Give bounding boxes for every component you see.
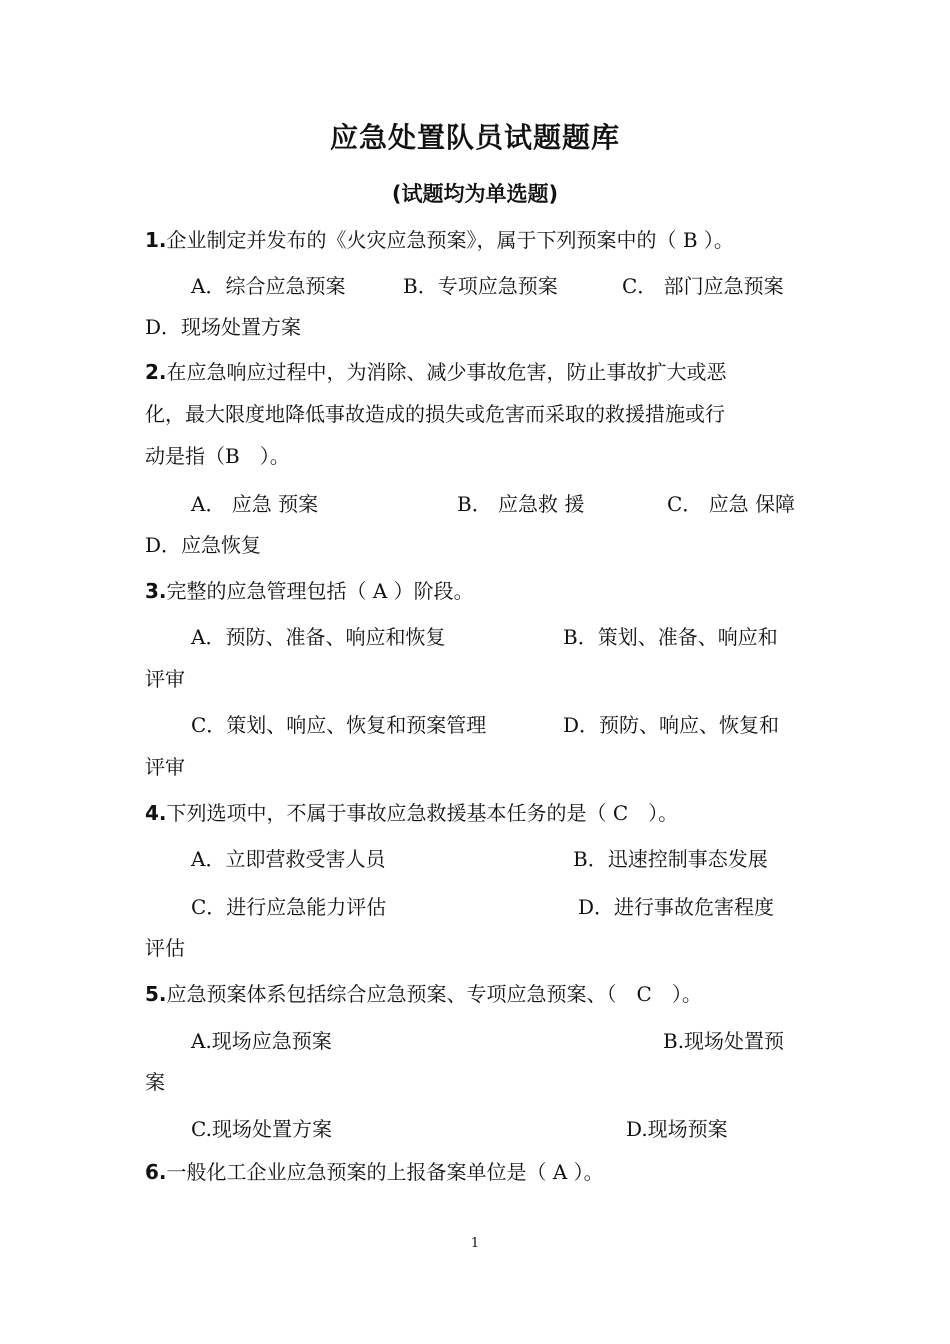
question-number: 6. (145, 1160, 167, 1184)
question-text: 一般化工企业应急预案的上报备案单位是（ A ）。 (166, 1160, 604, 1184)
question-text: 企业制定并发布的《火灾应急预案》，属于下列预案中的（ B ）。 (166, 228, 734, 252)
question-2-option-b: B． 应急救 援 (457, 492, 585, 516)
question-number: 5. (145, 982, 167, 1006)
question-6-stem (145, 1158, 604, 1186)
question-2-stem-line-2: 化，最大限度地降低事故造成的损失或危害而采取的救援措施或行 (145, 402, 725, 426)
question-5-option-a: A.现场应急预案 (191, 1029, 332, 1053)
question-1-stem (145, 226, 734, 254)
question-number: 2. (145, 360, 167, 384)
question-1-option-b: B．专项应急预案 (403, 274, 558, 298)
question-text: 应急预案体系包括综合应急预案、专项应急预案、（ C ）。 (166, 982, 702, 1006)
question-3-option-b-continued: 评审 (145, 667, 185, 691)
question-4-option-b: B．迅速控制事态发展 (573, 847, 768, 871)
question-5-option-c: C.现场处置方案 (191, 1117, 332, 1141)
question-2-option-d: D．应急恢复 (145, 533, 262, 557)
question-3-option-d-continued: 评审 (145, 755, 185, 779)
document-title: 应急处置队员试题题库 (329, 121, 620, 154)
question-3-option-c: C．策划、响应、恢复和预案管理 (191, 713, 487, 737)
document-subtitle: (试题均为单选题) (391, 182, 559, 206)
question-3-option-b: B．策划、准备、响应和 (563, 625, 778, 649)
question-number: 3. (145, 579, 167, 603)
question-1-option-d: D．现场处置方案 (145, 315, 302, 339)
question-5-option-b-continued: 案 (145, 1070, 165, 1094)
question-text: 在应急响应过程中，为消除、减少事故危害，防止事故扩大或恶 (166, 360, 727, 384)
question-3-stem (145, 577, 474, 605)
question-1-option-c: C． 部门应急预案 (622, 274, 784, 298)
question-1-option-a: A．综合应急预案 (191, 274, 346, 298)
page-number: 1 (470, 1236, 480, 1251)
question-4-option-a: A．立即营救受害人员 (191, 847, 386, 871)
question-4-option-d-continued: 评估 (145, 936, 185, 960)
question-5-option-b: B.现场处置预 (663, 1029, 785, 1053)
question-4-option-c: C．进行应急能力评估 (191, 895, 387, 919)
question-2-option-a: A． 应急 预案 (191, 492, 319, 516)
question-3-option-a: A．预防、准备、响应和恢复 (191, 625, 446, 649)
question-3-option-d: D．预防、响应、恢复和 (563, 713, 780, 737)
question-4-option-d: D．进行事故危害程度 (578, 895, 775, 919)
question-2-stem (145, 358, 727, 386)
question-5-stem (145, 980, 702, 1008)
question-number: 1. (145, 228, 167, 252)
question-text: 下列选项中，不属于事故应急救援基本任务的是（ C ）。 (166, 801, 679, 825)
question-5-option-d: D.现场预案 (626, 1117, 728, 1141)
question-number: 4. (145, 801, 167, 825)
question-2-stem-line-3: 动是指（B ）。 (145, 444, 290, 468)
question-2-option-c: C． 应急 保障 (667, 492, 796, 516)
question-4-stem (145, 799, 678, 827)
question-text: 完整的应急管理包括（ A ）阶段。 (166, 579, 474, 603)
